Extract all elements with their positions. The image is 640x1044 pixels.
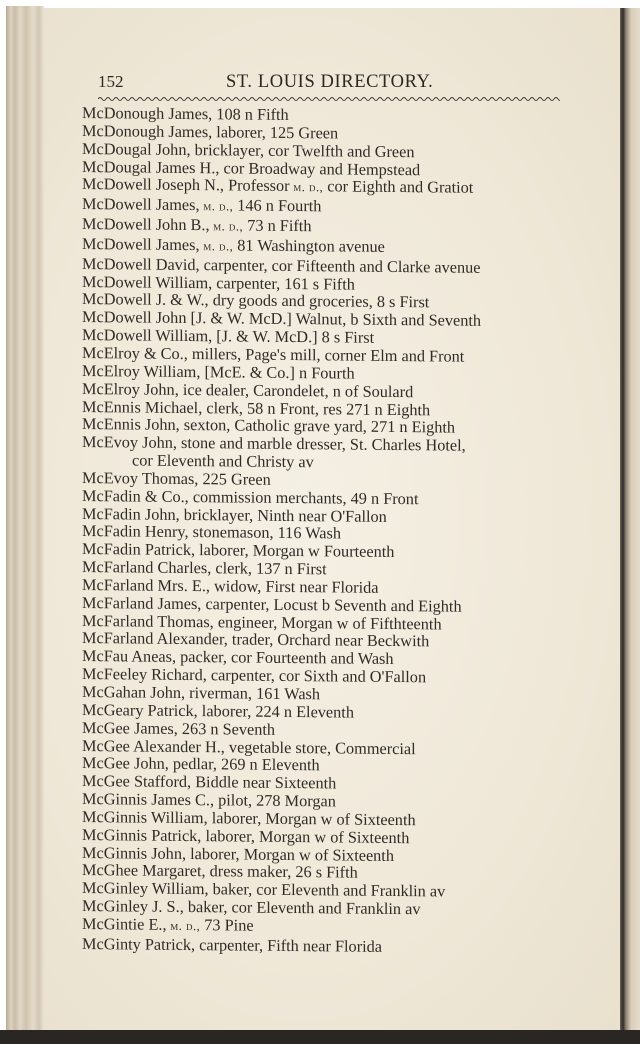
entry-name: McGinty Patrick, xyxy=(82,933,196,954)
entry-details: packer, cor Fourteenth and Wash xyxy=(176,647,394,669)
entry-details: clerk, 58 n Front, res 271 n Eighth xyxy=(202,397,431,419)
entry-name: McGinnis John, xyxy=(82,842,187,863)
entry-details: 108 n Fifth xyxy=(212,104,289,124)
entry-name: McGee Stafford, xyxy=(82,771,192,792)
entry-name: McEnnis Michael, xyxy=(82,396,203,417)
page-header xyxy=(98,72,558,96)
entry-name: McFarland Charles, xyxy=(82,557,212,578)
entry-name: McFadin & Co., xyxy=(82,485,189,506)
wavy-rule-line xyxy=(98,98,560,101)
entry-name: McEvoy Thomas, xyxy=(82,467,199,488)
entry-details: dress maker, 26 s Fifth xyxy=(205,861,358,883)
entry-name: McFarland Thomas, xyxy=(82,610,214,631)
entry-name: McGinley William, xyxy=(82,878,209,899)
entry-details: widow, First near Florida xyxy=(209,576,379,597)
entry-details: laborer, 125 Green xyxy=(212,122,339,143)
entry-name: McDowell David, xyxy=(82,253,200,274)
entry-details: bricklayer, cor Twelfth and Green xyxy=(190,139,415,161)
entry-details: sexton, Catholic grave yard, 271 n Eighth xyxy=(179,415,456,437)
entry-details: stonemason, 116 Wash xyxy=(188,522,342,543)
entry-details: cor Eighth and Gratiot xyxy=(323,176,474,198)
entry-title: m. d., xyxy=(289,180,324,195)
entry-details: [J. & W. McD.] Walnut, b Sixth and Seventh xyxy=(186,308,482,331)
entry-details: laborer, Morgan w Fourteenth xyxy=(195,540,395,562)
entry-name: McFarland Mrs. E., xyxy=(82,574,210,596)
entry-details: laborer, Morgan w of Sixteenth xyxy=(207,808,416,830)
entry-details: vegetable store, Commercial xyxy=(224,736,416,758)
entry-details: 81 Washington avenue xyxy=(233,235,385,256)
entry-details: clerk, 137 n First xyxy=(211,558,327,579)
entry-name: McElroy & Co., xyxy=(82,342,188,363)
book-gutter xyxy=(620,8,640,1030)
entry-details: carpenter, 161 s Fifth xyxy=(212,272,355,294)
entry-name: McGinnis William, xyxy=(82,806,208,828)
entry-details: [J. & W. McD.] 8 s First xyxy=(212,326,375,347)
directory-entries xyxy=(82,104,572,957)
entry-name: McFarland Alexander, xyxy=(82,628,228,649)
entry-name: McDougal John, xyxy=(82,138,191,159)
entry-name: McGhee Margaret, xyxy=(82,860,206,881)
entry-name: McDowell James, xyxy=(82,194,200,215)
entry-name: McFau Aneas, xyxy=(82,646,177,667)
entry-name: McGahan John, xyxy=(82,682,186,702)
entry-details: [McE. & Co.] n Fourth xyxy=(200,361,355,383)
entry-name: McDowell William, xyxy=(82,271,213,292)
entry-name: McFadin Henry, xyxy=(82,521,189,542)
book-cover-edge xyxy=(0,1030,640,1044)
entry-name: McGintie E., xyxy=(82,913,167,934)
entry-name: McFadin John, xyxy=(82,503,180,524)
entry-details: laborer, Morgan w of Sixteenth xyxy=(201,825,410,847)
entry-details: 225 Green xyxy=(198,468,271,489)
entry-details: carpenter, Fifth near Florida xyxy=(195,934,383,956)
entry-title: m. d., xyxy=(199,239,234,254)
wavy-rule xyxy=(98,94,560,104)
entry-name: McEvoy John, xyxy=(82,432,177,453)
entry-details: Professor xyxy=(224,175,290,196)
running-title: ST. LOUIS DIRECTORY. xyxy=(226,72,434,92)
entry-details: carpenter, cor Fifteenth and Clarke avenue xyxy=(199,254,481,277)
directory-entry xyxy=(82,433,572,473)
scan-background xyxy=(0,0,640,8)
entry-details: carpenter, Locust b Seventh and Eighth xyxy=(201,593,462,616)
entry-name: McDowell John B., xyxy=(82,214,210,235)
entry-title: m. d., xyxy=(209,219,244,234)
entry-details: Biddle near Sixteenth xyxy=(191,772,337,793)
entry-name: McFeeley Richard, xyxy=(82,664,207,685)
entry-details: baker, cor Eleventh and Franklin av xyxy=(183,897,421,919)
entry-details: pilot, 278 Morgan xyxy=(214,790,336,811)
entry-name: McGinnis James C., xyxy=(82,789,215,810)
entry-name: McDonough James, xyxy=(82,120,213,142)
entry-details: ice dealer, Carondelet, n of Soulard xyxy=(178,379,414,401)
entry-details: carpenter, cor Sixth and O'Fallon xyxy=(206,665,427,687)
entry-details: laborer, Morgan w of Sixteenth xyxy=(186,843,394,865)
entry-name: McGinley J. S., xyxy=(82,896,184,917)
entry-name: McGinnis Patrick, xyxy=(82,824,202,845)
entry-name: McDowell J. & W., xyxy=(82,289,209,310)
entry-title: m. d., xyxy=(166,918,201,934)
entry-name: McDowell Joseph N., xyxy=(82,174,224,195)
entry-name: McFadin Patrick, xyxy=(82,539,196,560)
entry-name: McGee James, xyxy=(82,717,178,738)
entry-details: engineer, Morgan w of Fifthteenth xyxy=(213,611,442,634)
entry-details: 146 n Fourth xyxy=(233,195,322,216)
entry-details: 263 n Seventh xyxy=(177,718,276,739)
entry-details: bricklayer, Ninth near O'Fallon xyxy=(179,504,387,526)
entry-title: m. d., xyxy=(199,199,234,214)
entry-details: 73 n Fifth xyxy=(243,215,312,236)
entry-details: pedlar, 269 n Eleventh xyxy=(168,754,320,775)
entry-name: McGeary Patrick, xyxy=(82,699,198,720)
entry-name: McGee Alexander H., xyxy=(82,735,225,756)
entry-details: dry goods and groceries, 8 s First xyxy=(208,290,430,312)
entry-details: riverman, 161 Wash xyxy=(185,682,321,704)
entry-details: cor Broadway and Hempstead xyxy=(219,157,421,179)
entry-name: McDowell James, xyxy=(82,233,200,255)
entry-details: commission merchants, 49 n Front xyxy=(188,486,419,508)
page-number: 152 xyxy=(98,72,124,91)
entry-details: millers, Page's mill, corner Elm and Front xyxy=(187,343,465,366)
entry-details: baker, cor Eleventh and Franklin av xyxy=(208,879,446,901)
entry-name: McElroy William, xyxy=(82,360,201,381)
entry-details: 73 Pine xyxy=(200,915,254,935)
entry-details: laborer, 224 n Eleventh xyxy=(197,700,354,722)
entry-name: McElroy John, xyxy=(82,378,179,399)
entry-name: McDonough James, xyxy=(82,103,213,124)
entry-name: McGee John, xyxy=(82,753,169,774)
entry-continuation: cor Eleventh and Christy av xyxy=(132,450,314,472)
entry-name: McDougal James H., xyxy=(82,156,220,177)
entry-details: stone and marble dresser, St. Charles Hotel, xyxy=(176,433,466,455)
entry-name: McFarland James, xyxy=(82,592,202,613)
page-edges xyxy=(6,6,44,1032)
entry-name: McEnnis John, xyxy=(82,414,180,435)
entry-name: McDowell John xyxy=(82,307,187,328)
entry-details: trader, Orchard near Beckwith xyxy=(227,629,430,651)
entry-name: McDowell William, xyxy=(82,325,213,346)
